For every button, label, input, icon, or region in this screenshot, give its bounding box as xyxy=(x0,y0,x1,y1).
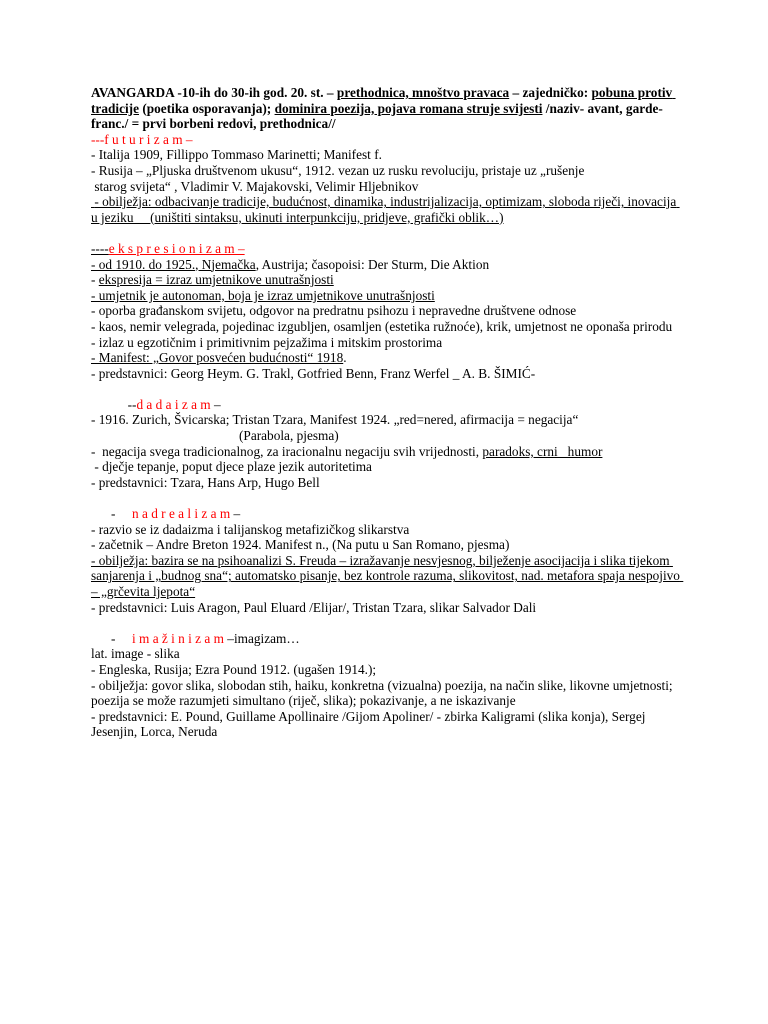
intro-underlined-1: prethodnica, mnoštvo pravaca xyxy=(336,85,510,100)
document-body xyxy=(91,85,684,740)
imazinizam-line: - obilježja: govor slika, slobodan stih, haiku, konkretna (vizualna) poezija, na način slike, likovne umjetnosti; poezija se može razumjeti simultano (riječ, slika); pokazivanje, a ne iskazivanje xyxy=(91,677,676,709)
ekspresionizam-text: . xyxy=(343,350,347,366)
imazinizam-line: lat. image - slika xyxy=(91,646,180,662)
dadaizam-line: - dječje tepanje, poput djece plaze jezik autoritetima xyxy=(91,459,372,475)
futurizam-features: - obilježja: odbacivanje tradicije, budućnost, dinamika, industrijalizacija, optimizam, sloboda riječi, inovacija u jeziku (uništiti sintaksu, ukinuti interpunkciju, pridjeve, grafički oblik…) xyxy=(91,194,680,225)
futurizam-line: starog svijeta“ , Vladimir V. Majakovski, Velimir Hljebnikov xyxy=(91,178,419,194)
futurizam-line: - Rusija – „Pljuska društvenom ukusu“, 1912. vezan uz rusku revoluciju, pristaje uz „rušenje xyxy=(91,162,585,178)
imazinizam-line: - Engleska, Rusija; Ezra Pound 1912. (ugašen 1914.); xyxy=(91,661,377,677)
ekspresionizam-underlined: ekspresija = izraz umjetnikove unutrašnjosti xyxy=(98,272,334,288)
ekspresionizam-underlined: - od 1910. do 1925., Njemačka xyxy=(91,256,256,272)
heading-suffix: – xyxy=(210,396,221,412)
ekspresionizam-line xyxy=(91,257,681,273)
ekspresionizam-text: - xyxy=(91,272,99,288)
spacer xyxy=(91,381,681,397)
dadaizam-line: - predstavnici: Tzara, Hans Arp, Hugo Bell xyxy=(91,474,320,490)
dadaizam-line: (Parabola, pjesma) xyxy=(239,428,339,444)
intro-paragraph xyxy=(91,85,681,132)
spacer xyxy=(91,225,681,241)
nadrealizam-features: - obilježja: bazira se na psihoanalizi S. Freuda – izražavanje nesvjesnog, bilježenje asocijacija i slika tijekom sanjarenja i „budnog sna“; automatsko pisanje, bez kontrole razuma, slikovitost, nad. metafora spaja nespojivo – „grčevita ljepota“ xyxy=(91,552,684,599)
ekspresionizam-line: - umjetnik je autonoman, boja je izraz umjetnikove unutrašnjosti xyxy=(91,287,435,303)
nadrealizam-title: n a d r e a l i z a m xyxy=(132,506,231,522)
spacer xyxy=(91,490,681,506)
spacer xyxy=(91,615,681,631)
intro-title: AVANGARDA -10-ih do 30-ih god. 20. st. – xyxy=(91,85,337,100)
ekspresionizam-title: e k s p r e s i o n i z a m – xyxy=(108,240,245,256)
nadrealizam-line: - predstavnici: Luis Aragon, Paul Eluard /Elijar/, Tristan Tzara, slikar Salvador Dali xyxy=(91,599,537,615)
ekspresionizam-line: - predstavnici: Georg Heym. G. Trakl, Gotfried Benn, Franz Werfel _ A. B. ŠIMIĆ- xyxy=(91,365,536,381)
heading-suffix: – xyxy=(230,506,241,522)
dadaizam-line: - 1916. Zurich, Švicarska; Tristan Tzara, Manifest 1924. „red=nered, afirmacija = negacija“ xyxy=(91,412,579,428)
futurizam-heading: ---f u t u r i z a m – xyxy=(91,131,193,147)
ekspresionizam-line: - oporba građanskom svijetu, odgovor na predratnu psihozu i nepravedne društvene odnose xyxy=(91,303,577,319)
ekspresionizam-line: - izlaz u egzotičnim i primitivnim pejzažima i mitskim prostorima xyxy=(91,334,443,350)
dadaizam-text: - negacija svega tradicionalnog, za iracionalnu negaciju svih vrijednosti, xyxy=(91,443,483,459)
ekspresionizam-line: - kaos, nemir velegrada, pojedinac izgubljen, osamljen (estetika ružnoće), krik, umjetnost ne oponaša prirodu xyxy=(91,318,673,334)
ekspresionizam-underlined: - Manifest: „Govor posvećen budućnosti“ 1918 xyxy=(91,350,344,366)
intro-text-2: (poetika osporavanja); xyxy=(139,100,275,116)
dadaizam-heading xyxy=(91,397,681,413)
nadrealizam-line: - razvio se iz dadaizma i talijanskog metafizičkog slikarstva xyxy=(91,521,410,537)
intro-underlined-2: pobuna protiv tradicije xyxy=(91,85,676,116)
intro-text-3: /naziv- avant, garde- franc./ = prvi borbeni redovi, prethodnica// xyxy=(91,100,667,132)
dadaizam-line xyxy=(91,444,681,460)
dadaizam-title: d a d a i z a m xyxy=(136,396,211,412)
imazinizam-heading xyxy=(91,631,681,647)
nadrealizam-line: - začetnik – Andre Breton 1924. Manifest n., (Na putu u San Romano, pjesma) xyxy=(91,537,510,553)
imazinizam-title: i m a ž i n i z a m xyxy=(132,630,224,646)
imazinizam-line: - predstavnici: E. Pound, Guillame Apollinaire /Gijom Apoliner/ - zbirka Kaligrami (slika konja), Sergej Jesenjin, Lorca, Neruda xyxy=(91,708,649,740)
nadrealizam-heading xyxy=(91,506,681,522)
heading-prefix: -- xyxy=(91,396,137,412)
ekspresionizam-line xyxy=(91,272,681,288)
ekspresionizam-manifest xyxy=(91,350,681,366)
intro-underlined-3: dominira poezija, pojava romana struje svijesti xyxy=(274,100,543,116)
heading-suffix: –imagizam… xyxy=(223,630,300,646)
futurizam-line: - Italija 1909, Fillippo Tommaso Marinetti; Manifest f. xyxy=(91,147,382,163)
heading-dashes: ---- xyxy=(91,240,109,256)
heading-prefix: - xyxy=(91,630,133,646)
dadaizam-underlined: paradoks, crni humor xyxy=(482,443,603,459)
ekspresionizam-text: , Austrija; časopoisi: Der Sturm, Die Aktion xyxy=(255,256,490,272)
heading-prefix: - xyxy=(91,506,133,522)
intro-text-1: – zajedničko: xyxy=(509,85,592,100)
ekspresionizam-heading xyxy=(91,241,681,257)
